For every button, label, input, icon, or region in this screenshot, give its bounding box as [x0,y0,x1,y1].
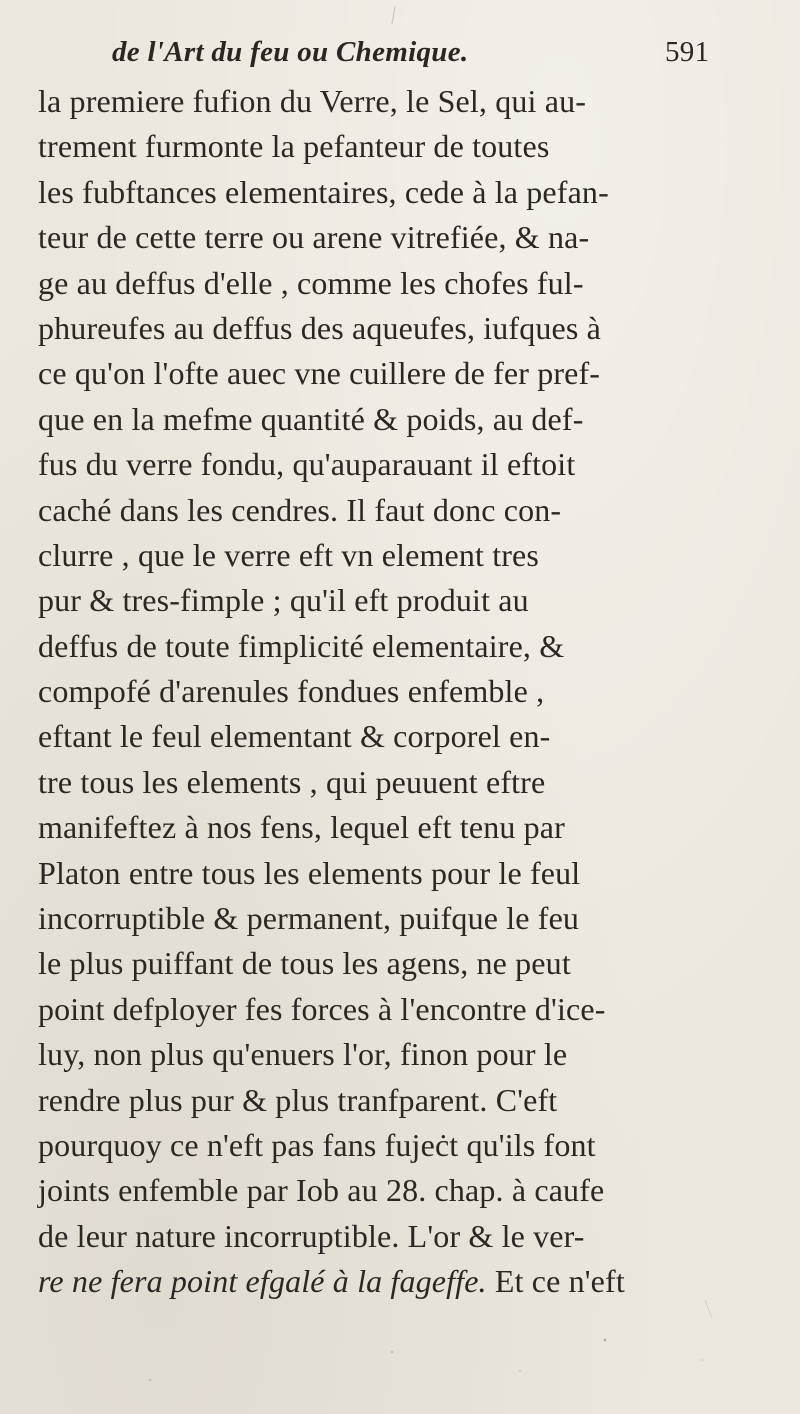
text-line: trement furmonte la pefanteur de toutes [38,128,550,165]
text-line: caché dans les cendres. Il faut donc con- [38,491,562,528]
text-line: incorruptible & permanent, puifque le feu [38,900,580,937]
text-line: les fubftances elementaires, cede à la pefan- [38,173,609,210]
text-line: la premiere fufion du Verre, le Sel, qui au- [38,83,587,119]
text-line: clurre , que le verre eft vn element tres [38,536,540,573]
text-line: pourquoy ce n'eft pas fans fujeċt qu'ils font [38,1126,596,1163]
page-header [112,36,712,72]
text-line: ge au deffus d'elle , comme les chofes ful- [38,264,584,301]
text-line: le plus puiffant de tous les agens, ne peut [38,945,571,982]
text-line: de leur nature incorruptible. L'or & le ver- [38,1217,585,1254]
page-number: 591 [665,36,710,68]
text-line: que en la mefme quantité & poids, au def- [38,400,584,437]
running-title: de l'Art du feu ou Chemique. [112,36,469,68]
italic-quotation: re ne fera point efgalé à la fageffe. [38,1263,487,1300]
text-line: fus du verre fondu, qu'auparauant il eftoit [38,446,576,483]
text-line: compofé d'arenules fondues enfemble , [38,673,545,710]
text-line-final [38,1259,798,1304]
catchword-text: Et ce n'eft [486,1263,625,1300]
text-line: phureufes au deffus des aqueufes, iufques à [38,309,601,346]
text-line: deffus de toute fimplicité elementaire, & [38,627,565,664]
body-text [38,79,798,1305]
text-line: tre tous les elements , qui peuuent eftre [38,763,546,800]
text-line: point defployer fes forces à l'encontre d'ice- [38,990,606,1027]
text-line: rendre plus pur & plus tranfparent. C'eft [38,1081,558,1118]
text-line: Platon entre tous les elements pour le feul [38,854,581,891]
text-line: eftant le feul elementant & corporel en- [38,718,551,755]
text-line: pur & tres-fimple ; qu'il eft produit au [38,582,529,619]
text-line: luy, non plus qu'enuers l'or, finon pour le [38,1036,568,1073]
text-line: joints enfemble par Iob au 28. chap. à caufe [38,1172,605,1209]
text-line: ce qu'on l'ofte auec vne cuillere de fer pref- [38,355,601,392]
text-line: teur de cette terre ou arene vitrefiée, & na- [38,219,590,256]
text-line: manifeftez à nos fens, lequel eft tenu par [38,809,565,846]
